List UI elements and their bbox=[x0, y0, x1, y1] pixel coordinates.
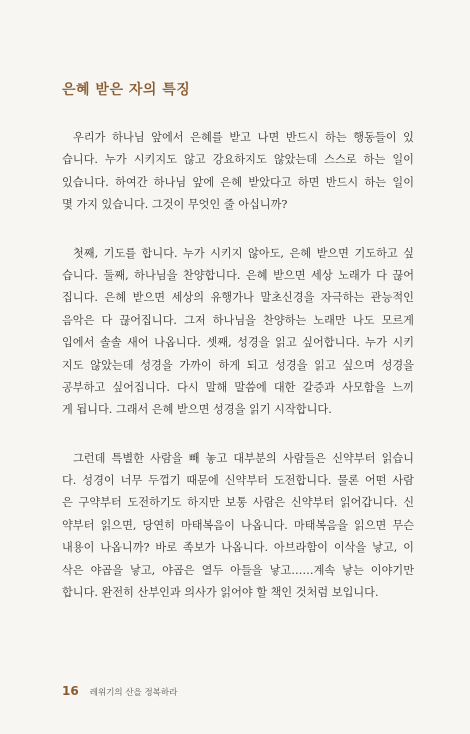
text-line: 은 구약부터 도전하기도 하지만 보통 사람은 신약부터 읽어갑니다. 신 bbox=[62, 496, 414, 510]
running-title: 레위기의 산을 정복하라 bbox=[89, 688, 178, 698]
paragraph bbox=[62, 127, 414, 217]
text-line: 우리가 하나님 앞에서 은혜를 받고 나면 반드시 하는 행동들이 있 bbox=[73, 131, 414, 144]
body-text bbox=[62, 127, 414, 630]
paragraph bbox=[62, 448, 414, 605]
text-line: 있습니다. 하여간 하나님 앞에 은혜 받았다고 하면 반드시 하는 일이 bbox=[62, 175, 414, 189]
paragraph bbox=[62, 243, 414, 422]
text-line: 삭은 야곱을 낳고, 야곱은 열두 아들을 낳고……계속 낳는 이야기만 bbox=[62, 563, 414, 577]
text-line: 지도 않았는데 성경을 가까이 하게 되고 성경을 읽고 싶으며 성경을 bbox=[62, 358, 414, 372]
text-line: 약부터 읽으면, 당연히 마태복음이 나옵니다. 마태복음을 읽으면 무슨 bbox=[62, 518, 414, 532]
text-line: 습니다. 누가 시키지도 않고 강요하지도 않았는데 스스로 하는 일이 bbox=[62, 153, 414, 167]
text-line: 입에서 솔솔 새어 나옵니다. 셋째, 성경을 읽고 싶어합니다. 누가 시키 bbox=[62, 336, 414, 350]
text-line: 그런데 특별한 사람을 빼 놓고 대부분의 사람들은 신약부터 읽습니 bbox=[73, 451, 414, 465]
page-footer bbox=[62, 680, 177, 699]
page-number: 16 bbox=[62, 684, 79, 698]
text-line: 습니다. 둘째, 하나님을 찬양합니다. 은혜 받으면 세상 노래가 다 끊어 bbox=[62, 268, 414, 282]
text-line: 음악은 다 끊어집니다. 그저 하나님을 찬양하는 노래만 나도 모르게 bbox=[62, 313, 414, 327]
text-line: 몇 가지 있습니다. 그것이 무엇인 줄 아십니까? bbox=[62, 198, 288, 212]
text-line: 공부하고 싶어집니다. 다시 말해 말씀에 대한 갈증과 사모함을 느끼 bbox=[62, 380, 414, 394]
text-line: 다. 성경이 너무 두껍기 때문에 신약부터 도전합니다. 물론 어떤 사람 bbox=[62, 474, 414, 488]
section-title: 은혜 받은 자의 특징 bbox=[62, 82, 191, 98]
text-line: 게 됩니다. 그래서 은혜 받으면 성경을 읽기 시작합니다. bbox=[62, 403, 332, 417]
text-line: 첫째, 기도를 합니다. 누가 시키지 않아도, 은혜 받으면 기도하고 싶 bbox=[73, 246, 414, 260]
text-line: 내용이 나옵니까? 바로 족보가 나옵니다. 아브라함이 이삭을 낳고, 이 bbox=[62, 541, 414, 555]
text-line: 집니다. 은혜 받으면 세상의 유행가나 말초신경을 자극하는 관능적인 bbox=[62, 291, 414, 305]
text-line: 합니다. 완전히 산부인과 의사가 읽어야 할 책인 것처럼 보입니다. bbox=[62, 586, 379, 600]
